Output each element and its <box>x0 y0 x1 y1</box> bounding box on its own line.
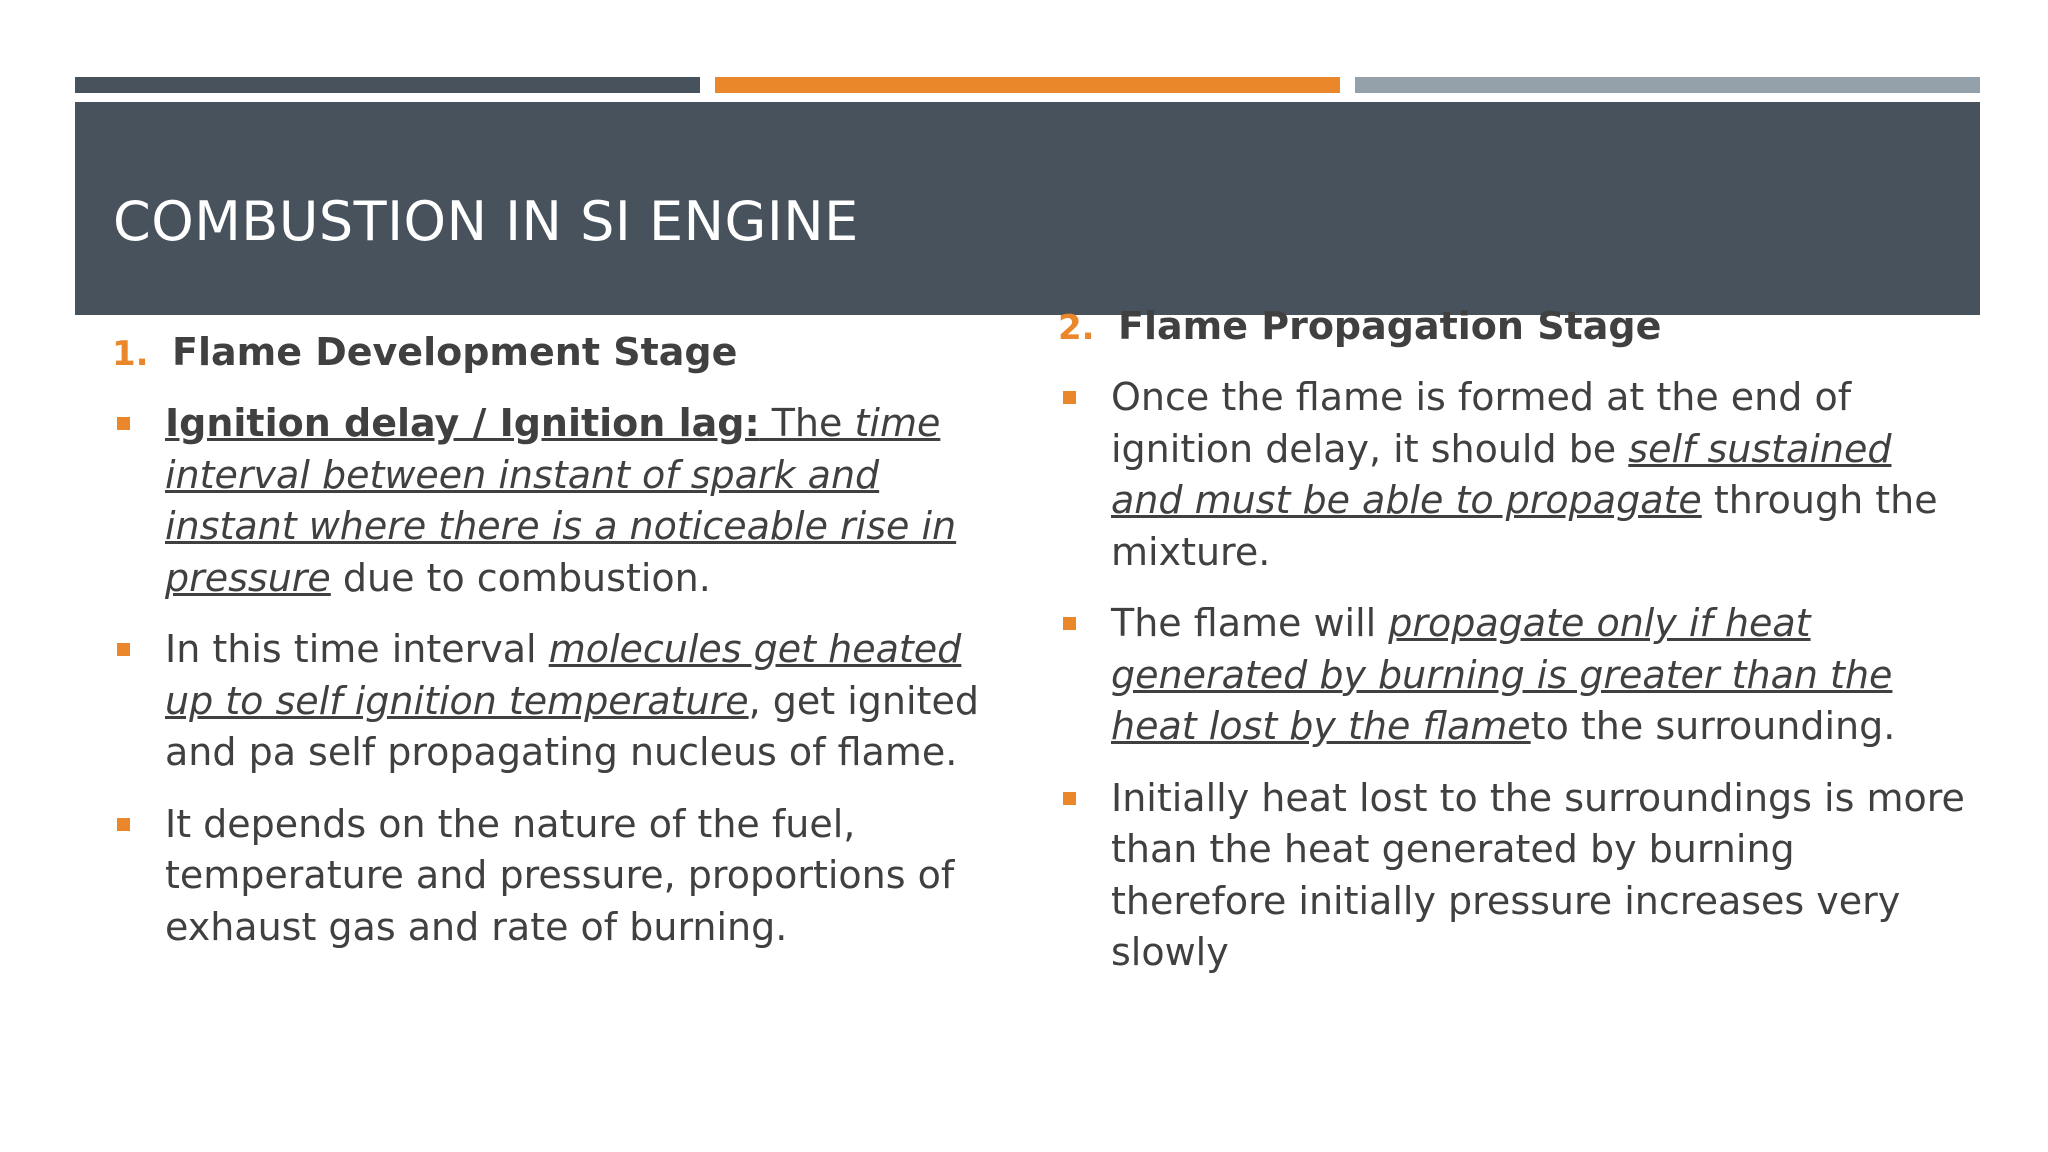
accent-bar-orange <box>715 77 1340 93</box>
title-band <box>75 102 1980 315</box>
emphasized-text: time interval between instant of spark and instant where there is a noticeable rise in pressure <box>165 401 957 600</box>
left-column <box>112 330 992 973</box>
bullet-text: The <box>759 401 855 445</box>
bullet-text: Once the flame is formed at the end of ignition delay, it should be <box>1111 375 1852 471</box>
bullet-text: , get ignited and pa self propagating nucleus of flame. <box>165 678 979 774</box>
square-bullet-icon <box>117 417 130 430</box>
stage-heading-flame-propagation <box>1058 304 1968 348</box>
accent-bar-gray <box>1355 77 1980 93</box>
square-bullet-icon <box>1063 617 1076 630</box>
square-bullet-icon <box>1063 792 1076 805</box>
stage-heading-flame-development <box>112 330 992 374</box>
stage-number: 2. <box>1058 308 1095 348</box>
stage-title: Flame Development Stage <box>172 330 738 374</box>
bullet-depends-on <box>112 799 992 954</box>
bullet-flame-propagate <box>1058 598 1968 753</box>
slide-title: COMBUSTION IN SI ENGINE <box>113 190 859 253</box>
right-column <box>1058 304 1968 999</box>
square-bullet-icon <box>117 818 130 831</box>
stage-number: 1. <box>112 334 149 374</box>
bullet-time-interval <box>112 624 992 779</box>
bullet-text: due to combustion. <box>330 555 711 600</box>
bullet-text: The flame will <box>1111 601 1389 645</box>
emphasized-text: self sustained and must be able to propagate <box>1111 426 1892 522</box>
stage-title: Flame Propagation Stage <box>1118 304 1662 348</box>
square-bullet-icon <box>1063 391 1076 404</box>
accent-bar-dark <box>75 77 700 93</box>
bullet-text: In this time interval <box>165 627 549 671</box>
bullet-text: to the surrounding. <box>1530 704 1896 748</box>
bullet-ignition-delay <box>112 398 992 604</box>
bullet-flame-formed <box>1058 372 1968 578</box>
square-bullet-icon <box>117 643 130 656</box>
bullet-text: It depends on the nature of the fuel, temperature and pressure, proportions of exhaust gas and rate of burning. <box>165 801 955 949</box>
emphasized-text: molecules get heated up to self ignition temperature <box>165 627 962 723</box>
bullet-heat-lost <box>1058 773 1968 979</box>
term-ignition-delay: Ignition delay / Ignition lag: <box>165 401 760 445</box>
bullet-text: through the mixture. <box>1111 478 1938 574</box>
emphasized-text: propagate only if heat generated by burning is greater than the heat lost by the flame <box>1111 601 1893 748</box>
bullet-text: Initially heat lost to the surroundings is more than the heat generated by burning therefore initially pressure increases very slowly <box>1111 775 1965 974</box>
